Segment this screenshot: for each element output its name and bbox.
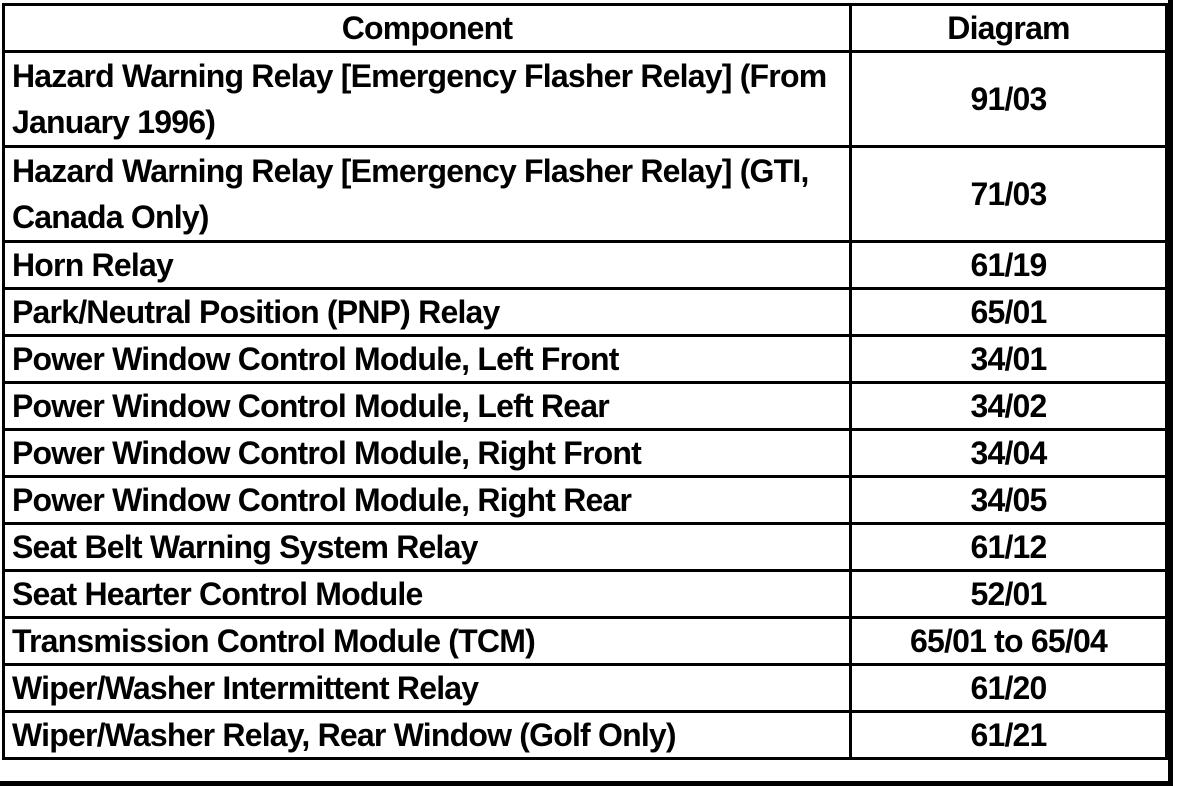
diagram-cell: 34/01 xyxy=(851,336,1167,383)
table-row xyxy=(4,147,1167,242)
diagram-cell: 34/05 xyxy=(851,477,1167,524)
table-header-row xyxy=(4,5,1167,52)
diagram-cell: 61/12 xyxy=(851,524,1167,571)
component-cell: Park/Neutral Position (PNP) Relay xyxy=(4,289,851,336)
diagram-cell: 61/21 xyxy=(851,712,1167,759)
component-cell: Horn Relay xyxy=(4,242,851,289)
component-cell: Wiper/Washer Relay, Rear Window (Golf Only) xyxy=(4,712,851,759)
component-cell: Seat Belt Warning System Relay xyxy=(4,524,851,571)
diagram-cell: 61/20 xyxy=(851,665,1167,712)
table-row xyxy=(4,477,1167,524)
component-diagram-table xyxy=(2,3,1168,760)
component-cell: Hazard Warning Relay [Emergency Flasher Relay] (GTI, Canada Only) xyxy=(4,147,851,242)
table-row xyxy=(4,289,1167,336)
diagram-cell: 65/01 xyxy=(851,289,1167,336)
table-row xyxy=(4,242,1167,289)
page-bottom-border xyxy=(0,781,1173,786)
table-row xyxy=(4,712,1167,759)
diagram-cell: 34/04 xyxy=(851,430,1167,477)
table-row xyxy=(4,665,1167,712)
table-row xyxy=(4,52,1167,147)
component-cell: Wiper/Washer Intermittent Relay xyxy=(4,665,851,712)
component-cell: Power Window Control Module, Right Front xyxy=(4,430,851,477)
table-row xyxy=(4,618,1167,665)
diagram-cell: 61/19 xyxy=(851,242,1167,289)
diagram-cell: 71/03 xyxy=(851,147,1167,242)
table-row xyxy=(4,571,1167,618)
diagram-cell: 34/02 xyxy=(851,383,1167,430)
page-right-border xyxy=(1168,0,1173,786)
component-cell: Power Window Control Module, Left Rear xyxy=(4,383,851,430)
diagram-cell: 52/01 xyxy=(851,571,1167,618)
table-row xyxy=(4,524,1167,571)
diagram-column-header: Diagram xyxy=(851,5,1167,52)
table-row xyxy=(4,383,1167,430)
component-cell: Power Window Control Module, Left Front xyxy=(4,336,851,383)
component-column-header: Component xyxy=(4,5,851,52)
component-cell: Seat Hearter Control Module xyxy=(4,571,851,618)
table-row xyxy=(4,430,1167,477)
table-row xyxy=(4,336,1167,383)
diagram-cell: 65/01 to 65/04 xyxy=(851,618,1167,665)
component-cell: Power Window Control Module, Right Rear xyxy=(4,477,851,524)
component-cell: Hazard Warning Relay [Emergency Flasher Relay] (From January 1996) xyxy=(4,52,851,147)
diagram-cell: 91/03 xyxy=(851,52,1167,147)
component-cell: Transmission Control Module (TCM) xyxy=(4,618,851,665)
